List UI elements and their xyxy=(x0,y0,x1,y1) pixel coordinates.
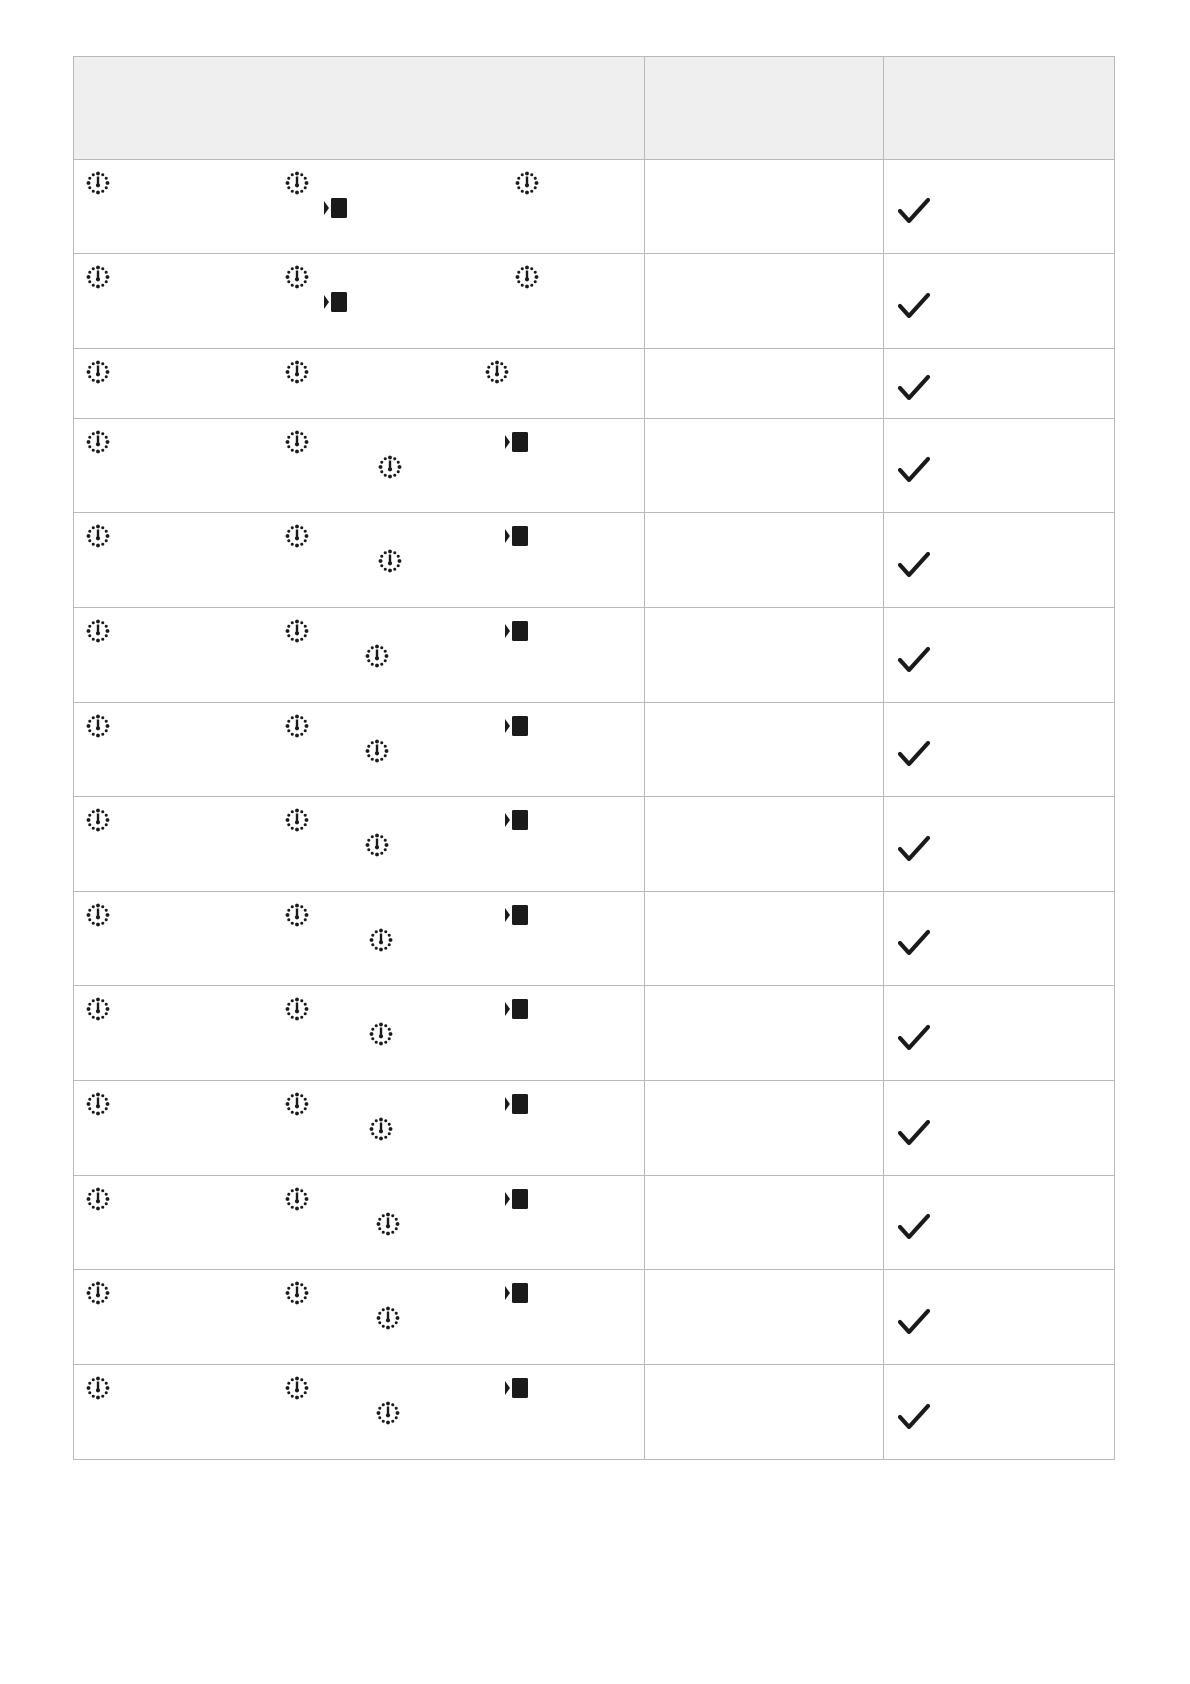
timer-icon xyxy=(284,807,310,833)
timer-icon xyxy=(368,927,394,953)
timer-icon xyxy=(364,832,390,858)
checkmark-icon xyxy=(898,456,930,484)
timer-icon xyxy=(85,618,111,644)
checkmark-icon xyxy=(898,740,930,768)
icon-cell xyxy=(74,513,645,608)
icon-cell xyxy=(74,1270,645,1365)
header-cell-1 xyxy=(74,57,645,160)
icon-cell xyxy=(74,349,645,419)
checkmark-icon xyxy=(898,1308,930,1336)
timer-icon xyxy=(375,1400,401,1426)
empty-cell xyxy=(645,608,884,703)
timer-icon xyxy=(85,429,111,455)
table-row xyxy=(74,349,1115,419)
table-row xyxy=(74,1176,1115,1270)
timer-icon xyxy=(284,1280,310,1306)
timer-icon xyxy=(368,1021,394,1047)
icon-cell xyxy=(74,986,645,1081)
timer-icon xyxy=(85,523,111,549)
icon-cell xyxy=(74,1365,645,1460)
timer-icon xyxy=(514,170,540,196)
check-cell xyxy=(884,513,1115,608)
timer-icon xyxy=(284,429,310,455)
checkmark-icon xyxy=(898,197,930,225)
timer-icon xyxy=(284,996,310,1022)
checkmark-icon xyxy=(898,551,930,579)
slate-icon xyxy=(323,289,349,315)
checkmark-icon xyxy=(898,929,930,957)
check-cell xyxy=(884,1270,1115,1365)
table-row xyxy=(74,703,1115,797)
timer-icon xyxy=(85,1091,111,1117)
timer-icon xyxy=(284,359,310,385)
timer-icon xyxy=(284,1186,310,1212)
empty-cell xyxy=(645,513,884,608)
slate-icon xyxy=(504,429,530,455)
empty-cell xyxy=(645,1365,884,1460)
empty-cell xyxy=(645,419,884,513)
timer-icon xyxy=(284,713,310,739)
slate-icon xyxy=(504,996,530,1022)
checkmark-icon xyxy=(898,292,930,320)
timer-icon xyxy=(375,1211,401,1237)
timer-icon xyxy=(284,1091,310,1117)
icon-cell xyxy=(74,608,645,703)
timer-icon xyxy=(85,713,111,739)
empty-cell xyxy=(645,349,884,419)
icon-cell xyxy=(74,892,645,986)
slate-icon xyxy=(323,195,349,221)
checkmark-icon xyxy=(898,1403,930,1431)
empty-cell xyxy=(645,797,884,892)
empty-cell xyxy=(645,160,884,254)
check-cell xyxy=(884,703,1115,797)
slate-icon xyxy=(504,1280,530,1306)
timer-icon xyxy=(284,1375,310,1401)
empty-cell xyxy=(645,703,884,797)
slate-icon xyxy=(504,1375,530,1401)
feature-table xyxy=(73,56,1115,1460)
timer-icon xyxy=(85,807,111,833)
table-row xyxy=(74,892,1115,986)
checkmark-icon xyxy=(898,1213,930,1241)
table-row xyxy=(74,608,1115,703)
timer-icon xyxy=(375,1305,401,1331)
timer-icon xyxy=(284,264,310,290)
icon-cell xyxy=(74,1081,645,1176)
timer-icon xyxy=(364,738,390,764)
table-row xyxy=(74,1270,1115,1365)
timer-icon xyxy=(284,618,310,644)
check-cell xyxy=(884,608,1115,703)
check-cell xyxy=(884,254,1115,349)
check-cell xyxy=(884,1081,1115,1176)
empty-cell xyxy=(645,1270,884,1365)
timer-icon xyxy=(284,523,310,549)
slate-icon xyxy=(504,523,530,549)
check-cell xyxy=(884,160,1115,254)
empty-cell xyxy=(645,1176,884,1270)
icon-cell xyxy=(74,419,645,513)
table-row xyxy=(74,1365,1115,1460)
header-row xyxy=(74,57,1115,160)
timer-icon xyxy=(364,643,390,669)
header-cell-3 xyxy=(884,57,1115,160)
checkmark-icon xyxy=(898,1024,930,1052)
table-row xyxy=(74,797,1115,892)
check-cell xyxy=(884,349,1115,419)
slate-icon xyxy=(504,618,530,644)
checkmark-icon xyxy=(898,374,930,402)
table-row xyxy=(74,1081,1115,1176)
icon-cell xyxy=(74,160,645,254)
table-row xyxy=(74,160,1115,254)
timer-icon xyxy=(514,264,540,290)
timer-icon xyxy=(284,902,310,928)
checkmark-icon xyxy=(898,835,930,863)
checkmark-icon xyxy=(898,646,930,674)
icon-cell xyxy=(74,1176,645,1270)
icon-cell xyxy=(74,797,645,892)
timer-icon xyxy=(85,902,111,928)
empty-cell xyxy=(645,1081,884,1176)
timer-icon xyxy=(484,359,510,385)
check-cell xyxy=(884,986,1115,1081)
check-cell xyxy=(884,419,1115,513)
check-cell xyxy=(884,1365,1115,1460)
slate-icon xyxy=(504,713,530,739)
empty-cell xyxy=(645,986,884,1081)
timer-icon xyxy=(85,1375,111,1401)
slate-icon xyxy=(504,1091,530,1117)
header-cell-2 xyxy=(645,57,884,160)
table-row xyxy=(74,513,1115,608)
icon-cell xyxy=(74,703,645,797)
empty-cell xyxy=(645,892,884,986)
checkmark-icon xyxy=(898,1119,930,1147)
check-cell xyxy=(884,797,1115,892)
timer-icon xyxy=(284,170,310,196)
timer-icon xyxy=(85,1186,111,1212)
timer-icon xyxy=(85,170,111,196)
timer-icon xyxy=(377,454,403,480)
timer-icon xyxy=(377,548,403,574)
empty-cell xyxy=(645,254,884,349)
timer-icon xyxy=(85,264,111,290)
table-row xyxy=(74,986,1115,1081)
table-row xyxy=(74,419,1115,513)
slate-icon xyxy=(504,807,530,833)
timer-icon xyxy=(85,359,111,385)
timer-icon xyxy=(85,996,111,1022)
icon-cell xyxy=(74,254,645,349)
slate-icon xyxy=(504,1186,530,1212)
timer-icon xyxy=(85,1280,111,1306)
check-cell xyxy=(884,1176,1115,1270)
timer-icon xyxy=(368,1116,394,1142)
check-cell xyxy=(884,892,1115,986)
slate-icon xyxy=(504,902,530,928)
table-row xyxy=(74,254,1115,349)
